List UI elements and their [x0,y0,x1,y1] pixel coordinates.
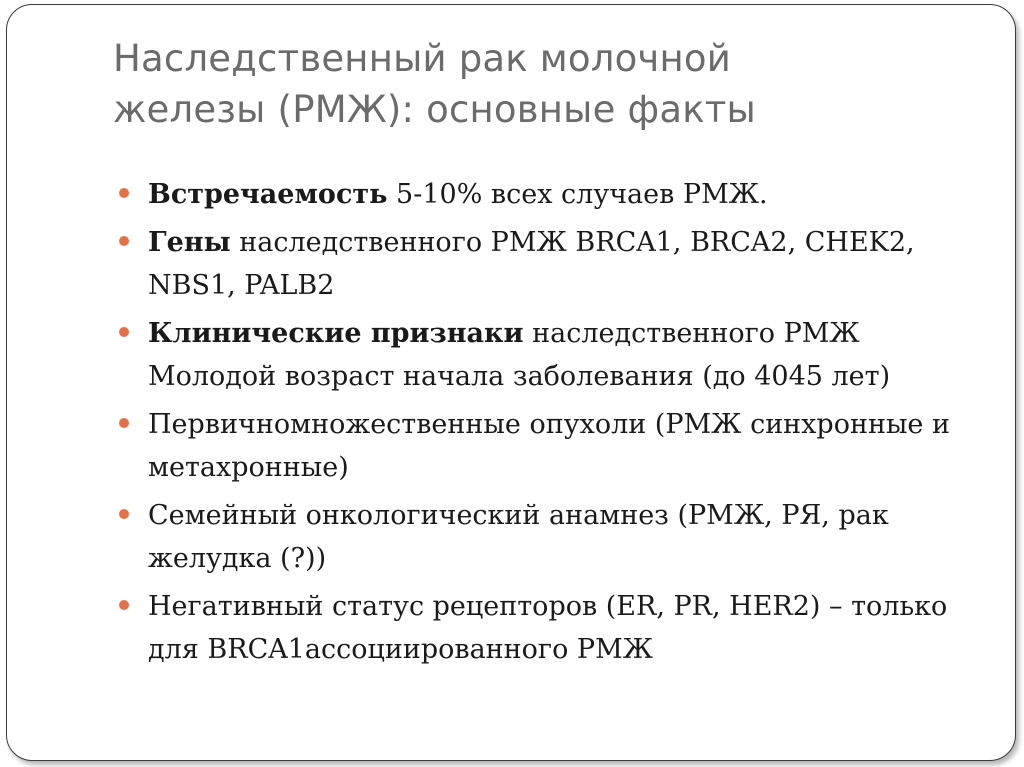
bullet-bold-label: Гены [148,227,231,258]
bullet-item-clinical-signs [117,312,962,398]
bullet-item-genes [117,221,962,307]
bullet-text: Семейный онкологический анамнез (РМЖ, РЯ, рак желудка (?)) [148,500,889,574]
bullet-item-frequency [117,173,962,216]
bullet-item-family-history [117,494,962,580]
bullet-text: наследственного РМЖ BRCA1, BRCA2, CHEK2, NBS1, PALB2 [148,227,915,301]
bullet-bold-label: Клинические признаки [148,318,524,349]
bullet-text: 5-10% всех случаев РМЖ. [387,179,768,210]
bullet-dot-icon [119,418,129,428]
bullet-bold-label: Встречаемость [148,179,388,210]
slide-title [113,33,953,135]
bullet-list [117,173,962,676]
bullet-dot-icon [119,236,129,246]
bullet-text: наследственного РМЖ Молодой возраст начала заболевания (до 4045 лет) [148,318,891,392]
slide-frame [6,4,1016,761]
bullet-dot-icon [119,509,129,519]
bullet-text: Негативный статус рецепторов (ER, PR, HER2) – только для BRCA1ассоциированного РМЖ [148,591,948,665]
bullet-dot-icon [119,600,129,610]
title-line-1: Наследственный рак молочной [113,37,731,80]
bullet-dot-icon [119,188,129,198]
bullet-item-multiple-tumors [117,403,962,489]
bullet-text: Первичномножественные опухоли (РМЖ синхронные и метахронные) [148,409,950,483]
bullet-dot-icon [119,327,129,337]
bullet-item-receptor-status [117,585,962,671]
title-line-2: железы (РМЖ): основные факты [113,88,756,131]
